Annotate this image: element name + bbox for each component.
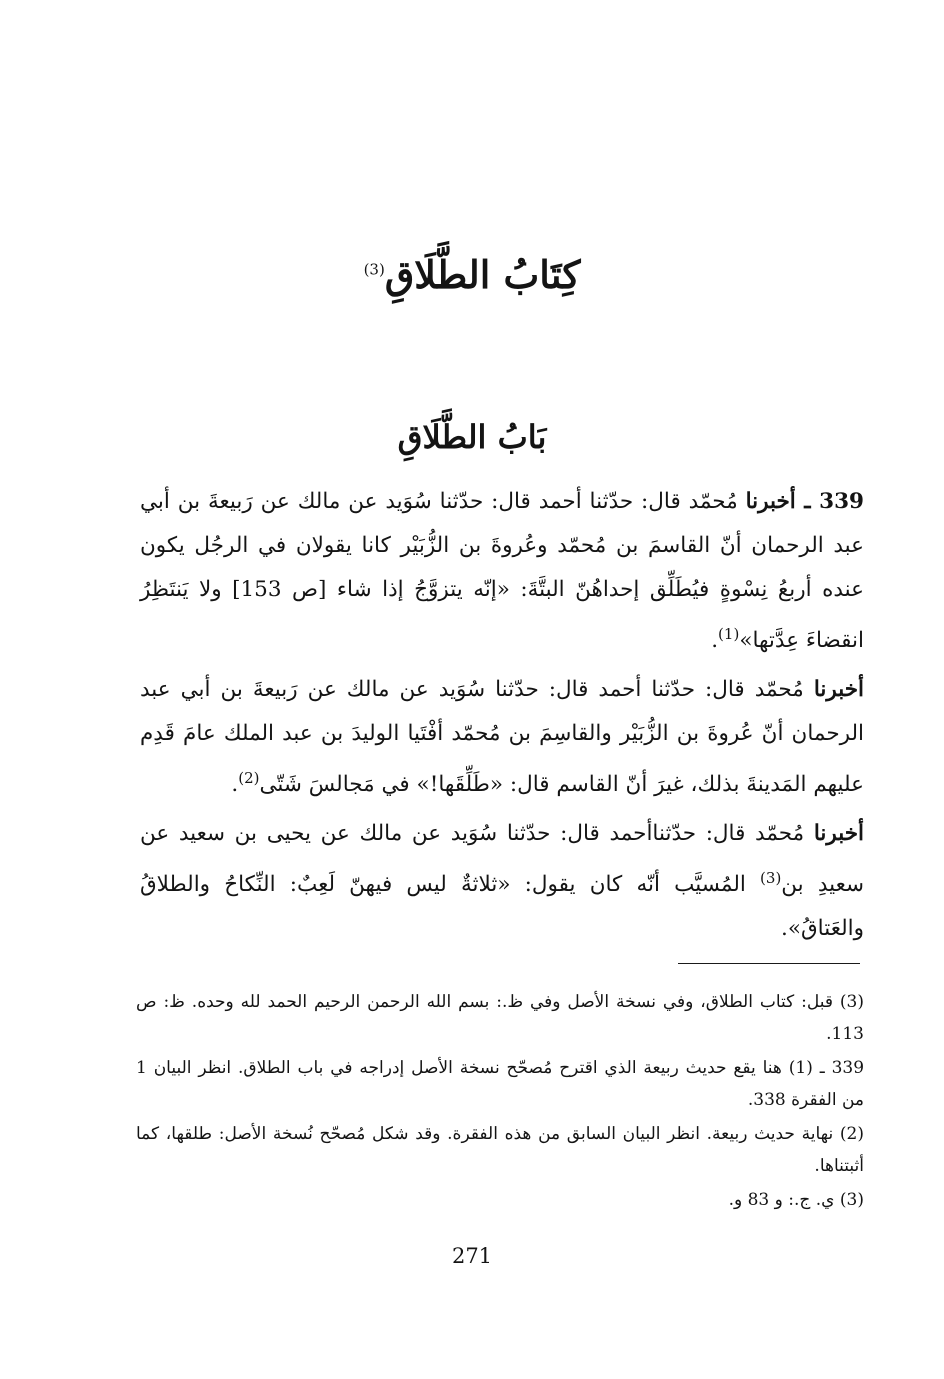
paragraph-text: مُحمّد قال: حدّثناأحمد قال: حدّثنا سُوَيد عن مالك عن يحيى بن سعيد عن سعيدِ بن [140,821,864,898]
page-number: 271 [451,1244,493,1268]
hadith-paragraph-2 [140,668,864,807]
chapter-title: بَابُ الطَّلَاقِ [397,418,547,456]
paragraph-end: . [711,628,719,654]
paragraph-text: مُحمّد قال: حدّثنا أحمد قال: حدّثنا سُوَيد عن مالك عن رَبيعةَ بن أبي عبد الرحمان أنّ القاسمَ بن مُحمّد وعُروةَ بن الزُّبَيْر كانا يقولان في الرجُل يكون عنده أربعُ نِسْوةٍ فيُطَلِّق إحداهُنّ البتَّةَ: «إنّه يتزوَّجُ إذا شاء [ص 153] ولا يَنتَظِرُ انقضاءَ عِدَّتها» [140,489,864,654]
book-title [0,252,944,298]
hadith-paragraph-339 [140,480,864,663]
paragraph-lead: أخبرنا [813,677,864,702]
footnote-item: (3) ي. ج.: و 83 و. [728,1190,864,1210]
paragraph-text-continued: المُسيَّب أنّه كان يقول: «ثلاثةٌ ليس فيهنّ لَعِبٌ: النِّكاحُ والطلاقُ والعَتاقُ». [140,872,864,942]
footnote-item: 339 ـ (1) هنا يقع حديث ربيعة الذي اقترح مُصحّح نسخة الأصل إدراجه في باب الطلاق. انظر البيان 1 من الفقرة 338. [136,1058,865,1110]
footnote-ref: (1) [718,625,740,643]
book-title-text: كِتَابُ الطَّلَاقِ [384,252,581,297]
book-title-footnote-ref: (3) [363,260,385,279]
footnotes [136,986,864,1218]
footnote-ref: (3) [760,869,782,887]
footnote-ref: (2) [238,769,260,787]
footnote-separator [678,963,860,964]
paragraph-text: مُحمّد قال: حدّثنا أحمد قال: حدّثنا سُوَيد عن مالك عن رَبيعةَ بن أبي عبد الرحمان أنّ عُروةَ بن الزُّبَيْر والقاسِمَ بن مُحمّد أفْتَيا الوليدَ بن عبد الملك عامَ قَدِم عليهم المَدينةَ بذلك، غيرَ أنّ القاسم قال: «طَلِّقَها!» في مَجالسَ شَتّى [140,677,864,798]
paragraph-lead: أخبرنا [813,821,864,846]
paragraph-lead: 339 ـ أخبرنا [745,489,865,514]
footnote-item: (3) قبل: كتاب الطلاق، وفي نسخة الأصل وفي ظ.: بسم الله الرحمن الرحيم الحمد لله وحده. ظ: ص 113. [136,992,864,1044]
footnote-item: (2) نهاية حديث ربيعة. انظر البيان السابق من هذه الفقرة. وقد شكل مُصحّح نُسخة الأصل: طلقها، كما أثبتناها. [136,1124,864,1176]
hadith-paragraph-3 [140,812,864,951]
paragraph-end: . [231,772,239,798]
